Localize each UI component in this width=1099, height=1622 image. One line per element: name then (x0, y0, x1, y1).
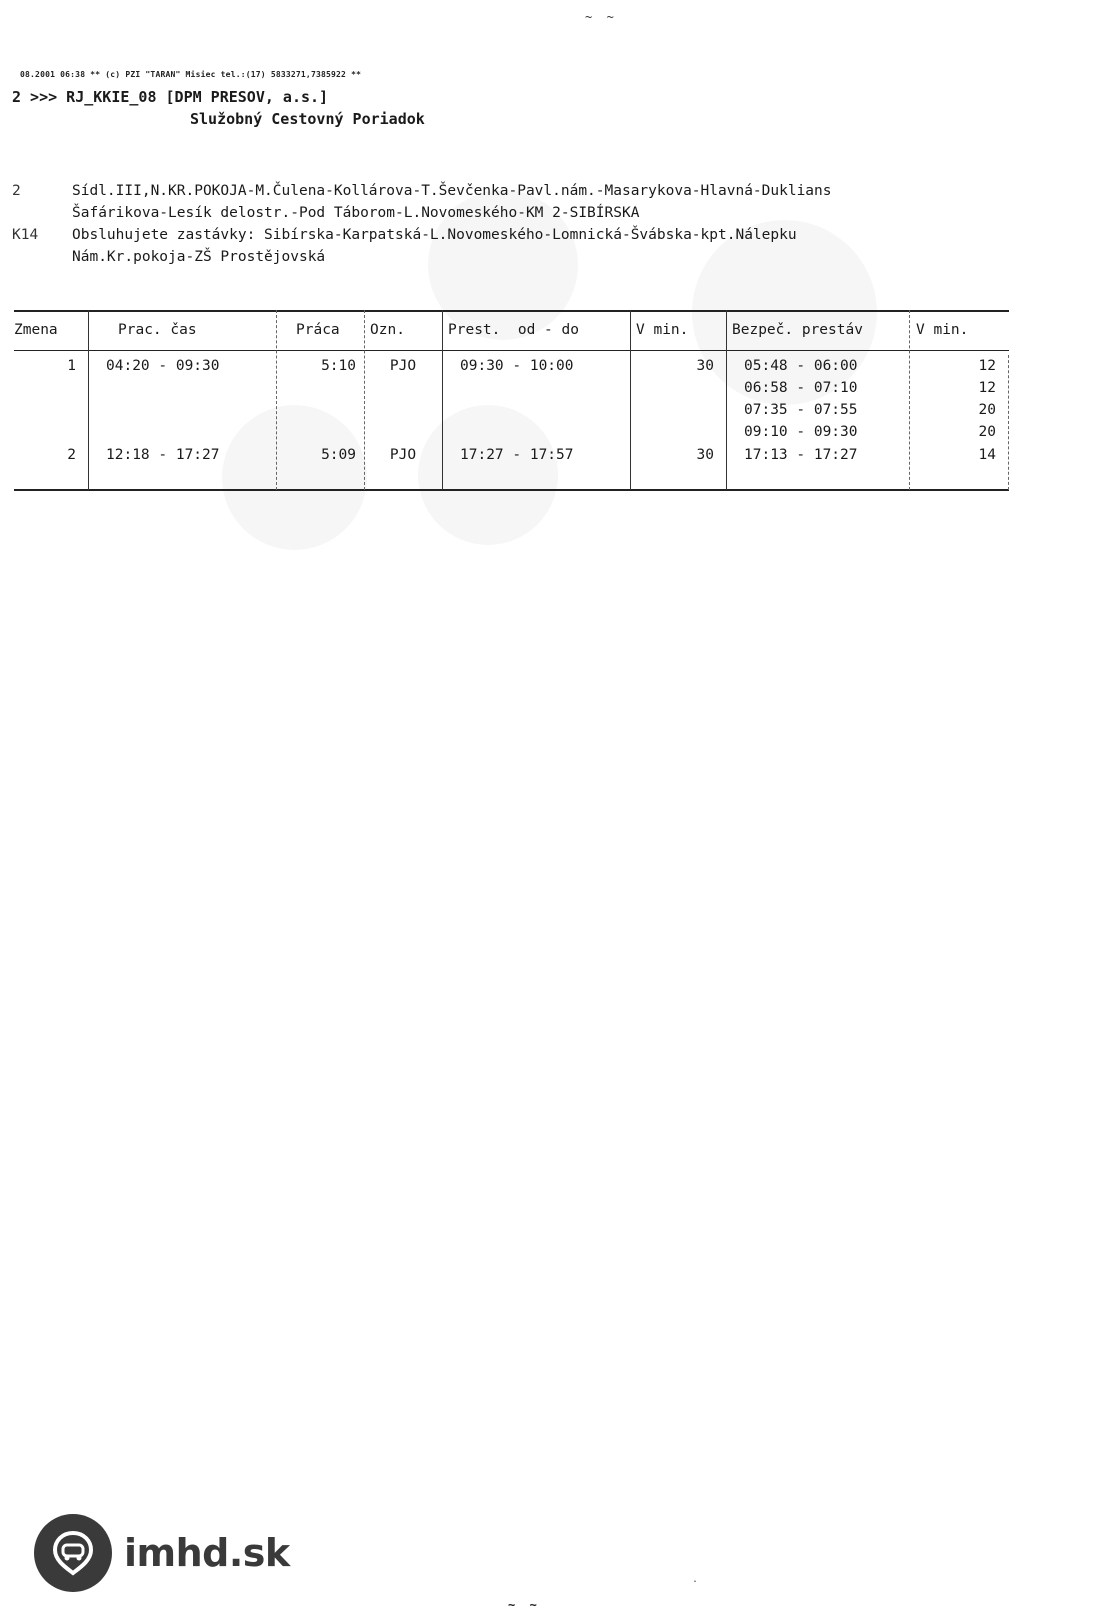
column-divider (276, 310, 277, 490)
column-divider (909, 310, 910, 490)
table-bottom-rule (14, 489, 1009, 491)
cell-break-time: 06:58 - 07:10 (744, 380, 858, 396)
route-line (12, 180, 832, 202)
route-line-code: K14 (12, 227, 39, 243)
header-v-min: V min. (636, 322, 689, 338)
column-divider (364, 310, 365, 490)
cell-zmena: 2 (67, 447, 76, 463)
route-line (12, 224, 832, 246)
route-line-text: Nám.Kr.pokoja-ZŠ Prostějovská (72, 249, 326, 265)
route-line-text: Šafárikova-Lesík delostr.-Pod Táborom-L.Novomeského-KM 2-SIBÍRSKA (72, 205, 640, 221)
cell-break-min: 20 (978, 402, 996, 418)
table-top-rule (14, 310, 1009, 312)
logo-text: imhd.sk (124, 1531, 290, 1575)
route-line-code: 2 (12, 183, 21, 199)
column-divider (88, 310, 89, 490)
cell-zmena: 1 (67, 358, 76, 374)
cell-prest: 17:27 - 17:57 (460, 447, 574, 463)
route-line-code (12, 246, 72, 268)
cell-prac-cas: 04:20 - 09:30 (106, 358, 220, 374)
header-zmena: Zmena (14, 322, 58, 338)
table-header-rule (14, 350, 1009, 351)
scan-dot: . (692, 1574, 699, 1585)
header-praca: Práca (296, 322, 340, 338)
header-prac-cas: Prac. čas (118, 322, 197, 338)
route-line (12, 246, 832, 268)
header-ozn: Ozn. (370, 322, 405, 338)
route-header: 2 >>> RJ_KKIE_08 [DPM PRESOV, a.s.] (12, 88, 329, 106)
cell-v-min: 30 (696, 447, 714, 463)
document-title: Služobný Cestovný Poriadok (190, 110, 425, 128)
column-divider (630, 310, 631, 490)
schedule-table (14, 310, 1009, 496)
header-prest: Prest. od - do (448, 322, 579, 338)
cell-prest: 09:30 - 10:00 (460, 358, 574, 374)
cell-praca: 5:09 (321, 447, 356, 463)
top-scan-mark: ~ ~ (585, 10, 614, 24)
bus-pin-icon (34, 1514, 112, 1592)
route-line (12, 202, 832, 224)
bottom-scan-mark: ~ ~ (508, 1598, 537, 1612)
cell-break-min: 20 (978, 424, 996, 440)
cell-break-time: 05:48 - 06:00 (744, 358, 858, 374)
cell-break-time: 09:10 - 09:30 (744, 424, 858, 440)
cell-break-time: 07:35 - 07:55 (744, 402, 858, 418)
route-line-text: Obsluhujete zastávky: Sibírska-Karpatská-L.Novomeského-Lomnická-Švábska-kpt.Nálepku (72, 227, 797, 243)
bus-pin-icon-svg (49, 1529, 97, 1577)
print-info-line: 08.2001 06:38 ** (c) PZI "TARAN" Misiec tel.:(17) 5833271,7385922 ** (20, 70, 362, 79)
cell-break-min: 14 (978, 447, 996, 463)
column-divider (442, 310, 443, 490)
route-line-text: Sídl.III,N.KR.POKOJA-M.Čulena-Kollárova-T.Ševčenka-Pavl.nám.-Masarykova-Hlavná-Duklians (72, 183, 832, 199)
column-divider (726, 310, 727, 490)
cell-break-min: 12 (978, 358, 996, 374)
column-divider (1008, 355, 1009, 490)
cell-break-time: 17:13 - 17:27 (744, 447, 858, 463)
cell-ozn: PJO (389, 447, 417, 463)
imhd-logo[interactable] (34, 1514, 290, 1592)
cell-prac-cas: 12:18 - 17:27 (106, 447, 220, 463)
route-line-code (12, 202, 72, 224)
header-v-min-2: V min. (916, 322, 969, 338)
cell-praca: 5:10 (321, 358, 356, 374)
route-description (12, 180, 832, 268)
header-bezpec: Bezpeč. prestáv (732, 322, 863, 338)
cell-ozn: PJO (389, 358, 417, 374)
cell-v-min: 30 (696, 358, 714, 374)
cell-break-min: 12 (978, 380, 996, 396)
